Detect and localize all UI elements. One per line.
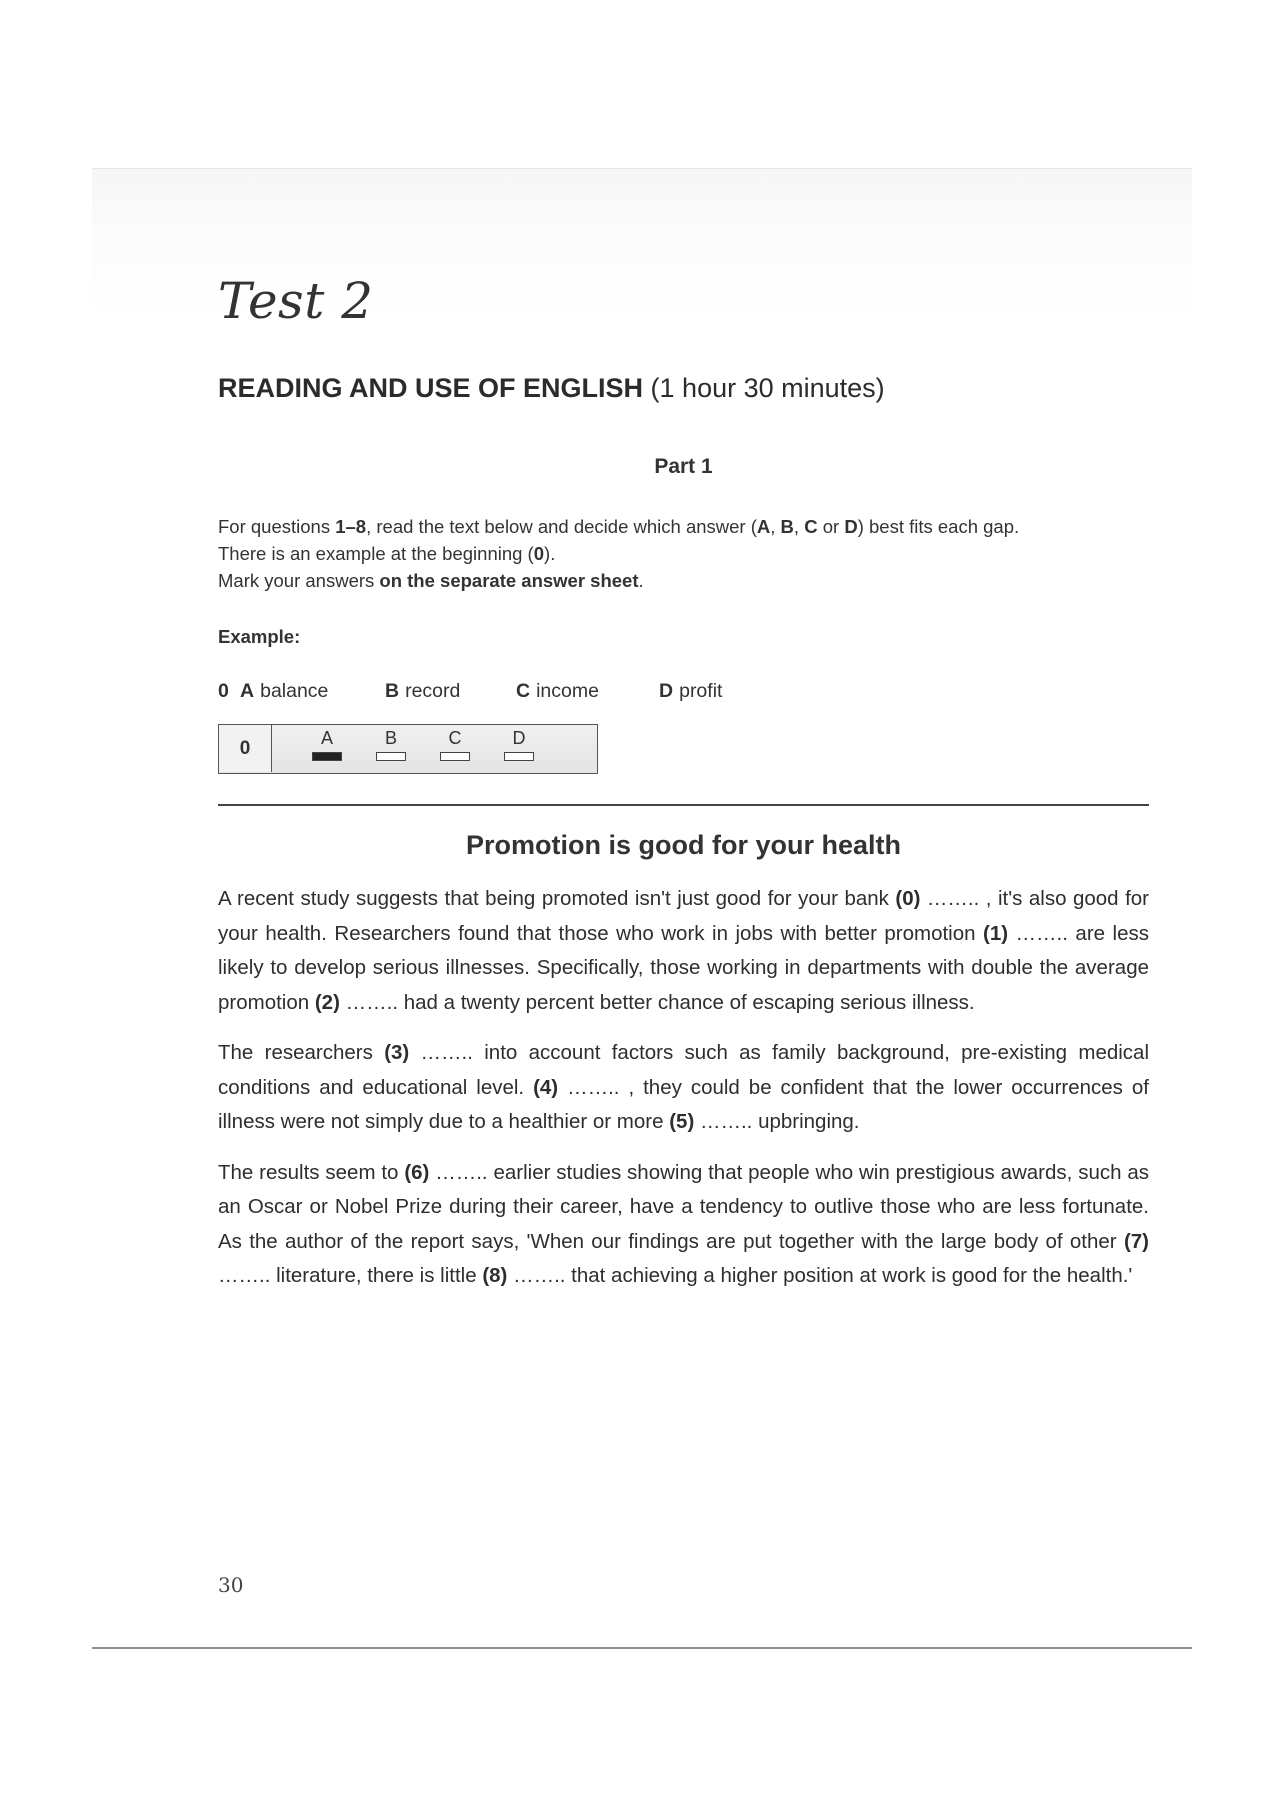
text: …….. are less likely to develop serious illnesses. Specifically, those working in departments with double the average promotion [218, 921, 1149, 1014]
example-label: Example: [218, 626, 301, 647]
answer-letter: A [320, 728, 333, 748]
text: …….. into account factors such as family background, pre-existing medical conditions and educational level. [218, 1041, 1150, 1099]
text: The results seem to [218, 1160, 405, 1184]
text: ). [544, 543, 556, 564]
gap-0: (0) [895, 887, 921, 910]
bottom-rule [92, 1647, 1192, 1649]
text: Mark your answers [218, 570, 380, 591]
text: There is an example at the beginning ( [218, 543, 534, 564]
letter-a: A [756, 516, 771, 537]
answer-cell-d[interactable] [499, 728, 539, 749]
example-option-a [240, 680, 328, 703]
option-word: profit [679, 680, 723, 702]
gap-8: (8) [482, 1264, 508, 1287]
gap-4: (4) [533, 1075, 559, 1099]
answer-cell-b[interactable] [371, 728, 411, 749]
answer-letter: C [448, 728, 462, 748]
gap-2: (2) [314, 990, 340, 1014]
passage-paragraph-1 [218, 882, 1149, 1020]
section-title [218, 373, 885, 404]
example-answer-box [218, 724, 598, 774]
page-number: 30 [218, 1573, 244, 1597]
passage-title: Promotion is good for your health [466, 830, 901, 860]
gap-1: (1) [983, 921, 1009, 945]
option-letter: D [659, 680, 674, 702]
gap-6: (6) [404, 1160, 430, 1184]
top-rule [92, 168, 1192, 169]
letter-c: C [804, 516, 818, 537]
text: …….. that achieving a higher position at work is good for the health.' [507, 1264, 1133, 1287]
gap-5: (5) [669, 1110, 695, 1133]
answer-mark-filled[interactable] [312, 752, 342, 761]
text: …….. , they could be confident that the lower occurrences of illness were not simply due to a healthier or more [218, 1075, 1149, 1133]
section-time: (1 hour 30 minutes) [650, 373, 885, 403]
text: For questions [218, 516, 336, 537]
text: , read the text below and decide which answer ( [366, 516, 757, 537]
text: …….. , it's also good for your health. Researchers found that those who work in jobs with better promotion [218, 887, 1149, 945]
passage-text [218, 882, 1149, 1310]
example-option-d [659, 680, 722, 703]
letter-b: B [780, 516, 794, 537]
answer-letter: D [512, 728, 526, 748]
text: . [638, 570, 644, 591]
part-title: Part 1 [654, 455, 713, 478]
test-title: Test 2 [218, 272, 374, 330]
section-divider [218, 804, 1149, 806]
answer-letter: B [384, 728, 397, 748]
passage-paragraph-3 [218, 1156, 1149, 1294]
answer-mark-empty[interactable] [504, 752, 534, 761]
answer-cell-a[interactable] [307, 728, 347, 749]
answer-sheet-note: on the separate answer sheet [379, 570, 639, 591]
text: …….. had a twenty percent better chance of escaping serious illness. [339, 990, 975, 1014]
instruction-line-2 [218, 540, 1149, 567]
text: ) best fits each gap. [857, 516, 1020, 537]
answer-mark-empty[interactable] [440, 752, 470, 761]
letter-d: D [844, 516, 858, 537]
example-number-value: 0 [218, 680, 229, 702]
text: , [770, 516, 781, 537]
text: A recent study suggests that being promoted isn't just good for your bank [218, 887, 896, 910]
answer-mark-empty[interactable] [376, 752, 406, 761]
instruction-line-1 [218, 513, 1149, 540]
text: The researchers [218, 1041, 385, 1064]
option-word: balance [260, 680, 329, 702]
option-word: income [536, 680, 599, 702]
answer-cell-c[interactable] [435, 728, 475, 749]
section-name: READING AND USE OF ENGLISH [218, 373, 644, 403]
example-option-b [385, 680, 460, 703]
option-letter: B [385, 680, 400, 702]
option-letter: C [516, 680, 531, 702]
text: , [793, 516, 805, 537]
text: …….. earlier studies showing that people who win prestigious awards, such as an Oscar or Nobel Prize during their career, have a tendency to outlive those who are less fortunate. As the author of the report says, 'When our findings are put together with the large body of other [218, 1160, 1149, 1253]
question-range: 1–8 [335, 516, 367, 537]
option-word: record [405, 680, 461, 702]
passage-paragraph-2 [218, 1036, 1149, 1140]
instructions [218, 513, 1149, 594]
gap-3: (3) [384, 1041, 410, 1064]
answer-box-number: 0 [219, 725, 272, 772]
example-option-c [516, 680, 599, 703]
example-number [218, 680, 235, 703]
instruction-line-3 [218, 567, 1149, 594]
option-letter: A [240, 680, 255, 702]
example-zero: 0 [533, 543, 545, 564]
text: or [817, 516, 845, 537]
gap-7: (7) [1123, 1229, 1149, 1253]
text: …….. literature, there is little [218, 1264, 483, 1287]
text: …….. upbringing. [694, 1110, 860, 1133]
